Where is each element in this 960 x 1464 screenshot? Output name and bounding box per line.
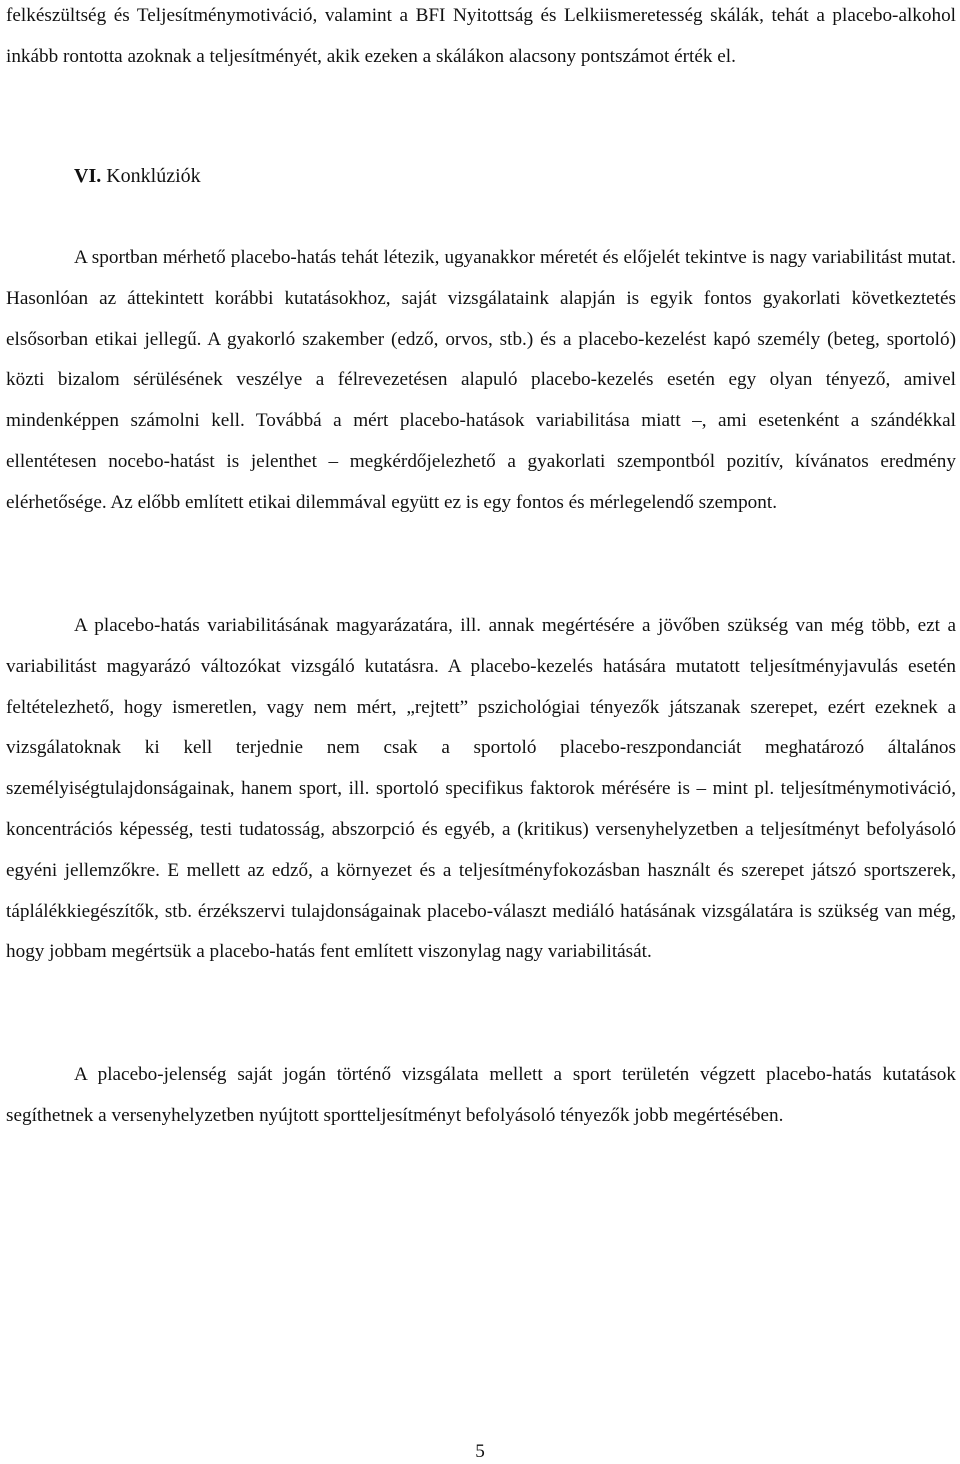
page-number: 5: [475, 1441, 485, 1462]
paragraph-conclusion-3: A placebo-jelenség saját jogán történő vizsgálata mellett a sport területén végzett placebo-hatás kutatások segíthetnek a versenyhelyzetben nyújtott sportteljesítményt befolyásoló tényezők jobb megértésében.: [6, 1064, 956, 1126]
section-title: Konklúziók: [106, 165, 201, 187]
paragraph-continuation: felkészültség és Teljesítménymotiváció, valamint a BFI Nyitottság és Lelkiismeretesség skálák, tehát a placebo-alkohol inkább rontotta azoknak a teljesítményét, akik ezeken a skálákon alacsony pontszámot érték el.: [6, 5, 956, 67]
section-number: VI.: [74, 165, 102, 187]
section-heading: [74, 156, 201, 196]
paragraph-conclusion-1: A sportban mérhető placebo-hatás tehát létezik, ugyanakkor méretét és előjelét tekintve is nagy variabilitást mutat. Hasonlóan az áttekintett korábbi kutatásokhoz, saját vizsgálataink alapján is egyik fontos gyakorlati következtetés elsősorban etikai jellegű. A gyakorló szakember (edző, orvos, stb.) és a placebo-kezelést kapó személy (beteg, sportoló) közti bizalom sérülésének veszélye a félrevezetésen alapuló placebo-kezelés esetén egy olyan tényező, amivel mindenképpen számolni kell. Továbbá a mért placebo-hatások variabilitása miatt –, ami esetenként a szándékkal ellentétesen nocebo-hatást is jelenthet – megkérdőjelezhető a gyakorlati szempontból pozitív, kívánatos eredmény elérhetősége. Az előbb említett etikai dilemmával együtt ez is egy fontos és mérlegelendő szempont.: [6, 247, 956, 513]
paragraph-conclusion-2: A placebo-hatás variabilitásának magyarázatára, ill. annak megértésére a jövőben szükség van még több, ezt a variabilitást magyarázó változókat vizsgáló kutatásra. A placebo-kezelés hatására mutatott teljesítményjavulás esetén feltételezhető, hogy ismeretlen, vagy nem mért, „rejtett” pszichológiai tényezők játszanak szerepet, ezért ezeknek a vizsgálatoknak ki kell terjednie nem csak a sportoló placebo-reszpondanciát meghatározó általános személyiségtulajdonságainak, hanem sport, ill. sportoló specifikus faktorok mérésére is – mint pl. teljesítménymotiváció, koncentrációs képesség, testi tudatosság, abszorpció és egyéb, a (kritikus) versenyhelyzetben a teljesítményt befolyásoló egyéni jellemzőkre. E mellett az edző, a környezet és a teljesítményfokozásban használt és szerepet játszó sportszerek, táplálékkiegészítők, stb. érzékszervi tulajdonságainak placebo-választ mediáló hatásának vizsgálatára is szükség van még, hogy jobbam megértsük a placebo-hatás fent említett viszonylag nagy variabilitását.: [6, 615, 956, 963]
